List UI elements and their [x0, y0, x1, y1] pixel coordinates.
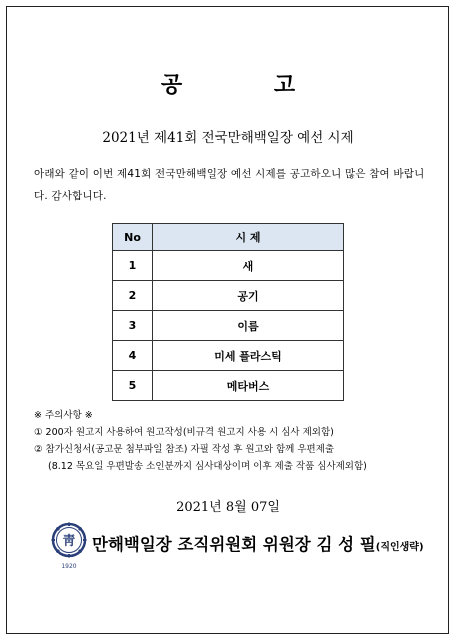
- row-theme: 메타버스: [153, 371, 344, 401]
- table-row: [113, 311, 344, 341]
- table-row: [113, 371, 344, 401]
- row-no: 3: [113, 311, 153, 341]
- seal-year: 1920: [61, 563, 77, 570]
- row-no: 5: [113, 371, 153, 401]
- table-header-row: [113, 224, 344, 251]
- notice-subtitle: 2021년 제41회 전국만해백일장 예선 시제: [102, 130, 354, 146]
- table-row: [113, 341, 344, 371]
- table-row: [113, 281, 344, 311]
- row-theme: 이름: [153, 311, 344, 341]
- note-item: (8.12 목요일 우편발송 소인분까지 심사대상이며 이후 제출 작품 심사제외함): [48, 461, 367, 472]
- notice-date: 2021년 8월 07일: [176, 500, 280, 515]
- notes-section: [34, 407, 434, 475]
- header-theme: 시 제: [153, 224, 344, 251]
- notice-title: 공 고: [160, 72, 338, 98]
- note-item: ① 200자 원고지 사용하여 원고작성(비규격 원고지 사용 시 심사 제외함): [34, 427, 334, 438]
- signature-text: 만해백일장 조직위원회 위원장 김 성 필: [92, 535, 376, 554]
- table-row: [113, 251, 344, 281]
- row-no: 1: [113, 251, 153, 281]
- note-item: ② 참가신청서(공고문 첨부파일 참조) 자필 작성 후 원고와 함께 우편제출: [34, 444, 335, 455]
- organization-seal-icon: [51, 522, 87, 572]
- seal-character: 靑: [62, 534, 76, 549]
- notes-heading: ※ 주의사항 ※: [34, 410, 93, 421]
- themes-table: [112, 223, 344, 401]
- row-theme: 미세 플라스틱: [153, 341, 344, 371]
- header-no: No: [113, 224, 153, 251]
- signature-line: [92, 531, 424, 555]
- row-no: 2: [113, 281, 153, 311]
- row-no: 4: [113, 341, 153, 371]
- signature-suffix: (직인생략): [375, 542, 424, 553]
- row-theme: 공기: [153, 281, 344, 311]
- row-theme: 새: [153, 251, 344, 281]
- notice-intro: 아래와 같이 이번 제41회 전국만해백일장 예선 시제를 공고하오니 많은 참여 바랍니다. 감사합니다.: [34, 168, 425, 202]
